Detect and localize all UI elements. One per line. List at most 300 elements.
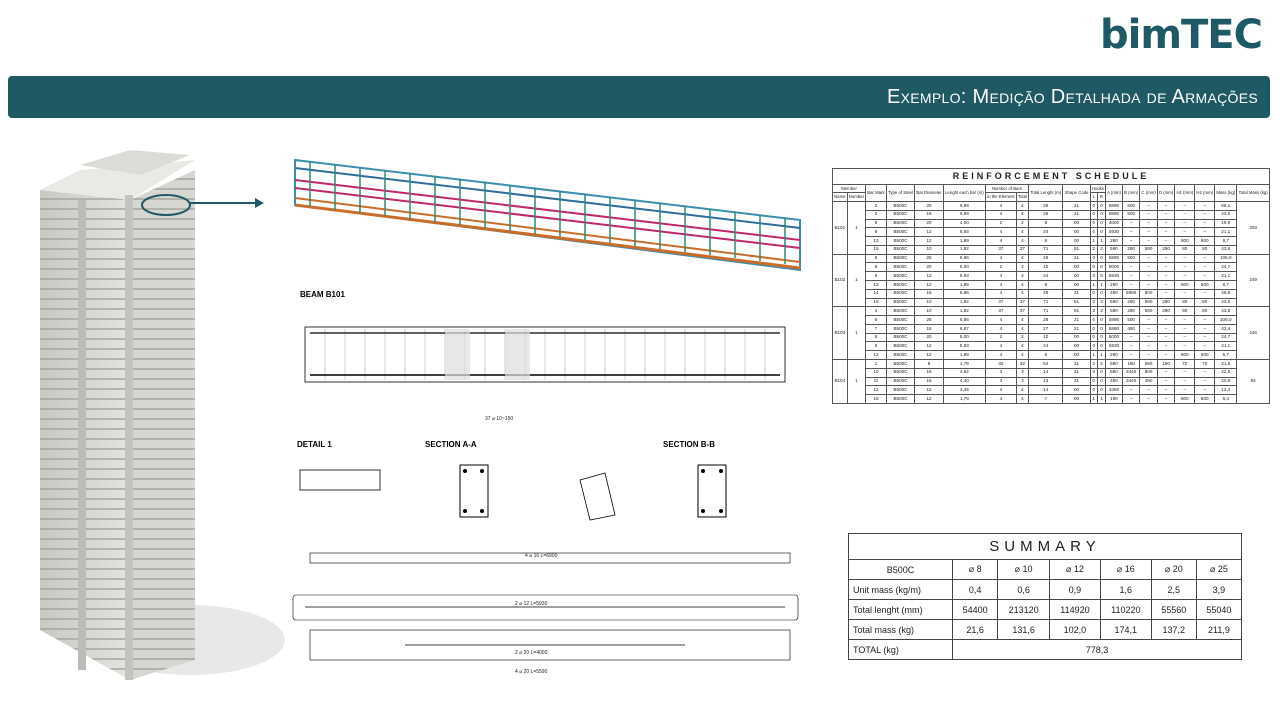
rebar-3d-model (280, 150, 820, 280)
member-total-mass: 249 (1237, 254, 1270, 307)
table-row (833, 281, 1270, 290)
table-cell: – (1195, 289, 1215, 298)
table-cell: 12 (915, 386, 944, 395)
table-cell: 4,00 (943, 219, 985, 228)
table-cell: 0 (1097, 228, 1105, 237)
table-cell: 4 (1016, 289, 1028, 298)
table-row (833, 351, 1270, 360)
hdr-c: C (mm) (1140, 185, 1158, 202)
summary-row-label: Total lenght (mm) (849, 600, 953, 620)
hdr-r: R (1097, 193, 1105, 201)
table-cell: 12 (915, 281, 944, 290)
table-cell: – (1140, 395, 1158, 404)
table-cell: – (1123, 395, 1140, 404)
table-cell: 28 (1029, 316, 1063, 325)
table-cell: 28 (1029, 254, 1063, 263)
table-cell: 0 (1090, 316, 1097, 325)
table-cell: 15 (866, 395, 887, 404)
table-cell: 4 (985, 201, 1016, 210)
table-cell: 6,86 (943, 289, 985, 298)
table-row (833, 395, 1270, 404)
table-cell: 00 (1063, 333, 1090, 342)
table-cell: 2 (1097, 245, 1105, 254)
table-cell: 580 (1105, 368, 1122, 377)
table-cell: 21 (1063, 368, 1090, 377)
table-cell: 5890 (1105, 316, 1122, 325)
table-cell: – (1140, 316, 1158, 325)
table-cell: 21 (1063, 324, 1090, 333)
table-row (833, 360, 1270, 369)
table-cell: – (1140, 237, 1158, 246)
summary-cell: 3,9 (1196, 580, 1241, 600)
table-cell: 0 (1090, 228, 1097, 237)
table-cell: 21 (1063, 254, 1090, 263)
summary-row-label: Total mass (kg) (849, 620, 953, 640)
summary-cell: 2,5 (1151, 580, 1196, 600)
table-cell: 800 (1175, 281, 1195, 290)
table-cell: – (1175, 324, 1195, 333)
hdr-bar-mark: Bar Mark (866, 185, 887, 202)
table-cell: 10 (866, 368, 887, 377)
table-cell: 800 (1195, 395, 1215, 404)
bar-callout-bottom: 4 ⌀ 20 L=5590 (515, 669, 548, 675)
table-cell: 5,00 (943, 263, 985, 272)
table-cell: – (1140, 281, 1158, 290)
table-cell: 32 (985, 360, 1016, 369)
table-cell: – (1140, 219, 1158, 228)
table-cell: 0 (1090, 333, 1097, 342)
table-cell: 4 (985, 395, 1016, 404)
table-cell: 5000 (1105, 263, 1122, 272)
table-cell: 1 (1097, 351, 1105, 360)
table-cell: 13 (866, 237, 887, 246)
table-cell: 0 (1090, 263, 1097, 272)
bar-callout-top: 4 ⌀ 16 L=6900 (525, 553, 558, 559)
summary-cell: 211,9 (1196, 620, 1241, 640)
table-cell: 5,00 (943, 333, 985, 342)
table-cell: 12 (915, 351, 944, 360)
table-cell: – (1123, 263, 1140, 272)
table-cell: 4 (985, 386, 1016, 395)
table-cell: 00 (1063, 228, 1090, 237)
table-cell: B500C (886, 377, 914, 386)
table-cell: B500C (886, 342, 914, 351)
table-cell: – (1157, 395, 1175, 404)
table-cell: – (1123, 333, 1140, 342)
table-cell: 28 (1029, 201, 1063, 210)
table-cell: 5890 (1105, 210, 1122, 219)
table-cell: B500C (886, 245, 914, 254)
table-cell: 4 (985, 228, 1016, 237)
table-cell: – (1175, 342, 1195, 351)
table-cell: 00 (1063, 272, 1090, 281)
table-cell: – (1175, 210, 1195, 219)
table-cell: 43,8 (1215, 307, 1237, 316)
table-cell: 37 (1016, 298, 1028, 307)
table-cell: 00 (1063, 342, 1090, 351)
table-cell: – (1175, 316, 1195, 325)
table-cell: B500C (886, 351, 914, 360)
table-cell: 12 (915, 272, 944, 281)
table-cell: 1,89 (943, 351, 985, 360)
member-name: B101 (833, 201, 848, 254)
table-cell: 4 (1016, 254, 1028, 263)
schedule-title: REINFORCEMENT SCHEDULE (833, 169, 1270, 185)
table-cell: – (1175, 333, 1195, 342)
table-row (833, 368, 1270, 377)
table-cell: 0 (1097, 342, 1105, 351)
table-cell: – (1157, 377, 1175, 386)
table-cell: – (1195, 377, 1215, 386)
table-cell: – (1123, 386, 1140, 395)
table-cell: 21,1 (1215, 272, 1237, 281)
table-cell: 28 (1029, 289, 1063, 298)
table-cell: 2 (1097, 298, 1105, 307)
table-cell: 3440 (1123, 377, 1140, 386)
summary-cell: 174,1 (1100, 620, 1151, 640)
table-row (833, 316, 1270, 325)
hdr-total: Total (1016, 193, 1028, 201)
table-cell: 37 (985, 245, 1016, 254)
table-cell: 19,9 (1215, 219, 1237, 228)
table-cell: – (1175, 368, 1195, 377)
table-cell: 4 (1016, 201, 1028, 210)
hdr-in-element: in the Element (985, 193, 1016, 201)
table-cell: – (1195, 263, 1215, 272)
table-cell: 80 (1175, 307, 1195, 316)
table-cell: 590 (1105, 245, 1122, 254)
table-cell: 80 (1195, 307, 1215, 316)
table-cell: 290 (1123, 298, 1140, 307)
table-cell: 106,0 (1215, 254, 1237, 263)
table-cell: 6,86 (943, 316, 985, 325)
table-cell: 9 (866, 272, 887, 281)
table-cell: 1 (1090, 281, 1097, 290)
table-cell: – (1175, 377, 1195, 386)
table-cell: 2 (1090, 360, 1097, 369)
table-cell: 9 (866, 342, 887, 351)
table-cell: 8 (1029, 281, 1063, 290)
table-cell: – (1195, 228, 1215, 237)
hdr-type: Type of Steel (886, 185, 914, 202)
hdr-b: B (mm) (1123, 185, 1140, 202)
table-cell: 28 (1029, 210, 1063, 219)
table-cell: 27 (1029, 324, 1063, 333)
table-cell: 2 (1016, 263, 1028, 272)
table-cell: – (1157, 237, 1175, 246)
hdr-shape: Shape Code (1063, 185, 1090, 202)
table-cell: 5,93 (943, 228, 985, 237)
table-cell: 3 (985, 377, 1016, 386)
table-cell: 43,4 (1215, 324, 1237, 333)
beam-drawings (285, 285, 805, 685)
table-cell: – (1195, 333, 1215, 342)
table-cell: 1 (1090, 237, 1097, 246)
table-cell: B500C (886, 210, 914, 219)
table-cell: 3 (1016, 368, 1028, 377)
member-number: 1 (847, 360, 866, 404)
table-cell: 1,89 (943, 237, 985, 246)
table-cell: 12 (915, 228, 944, 237)
table-cell: 24,7 (1215, 263, 1237, 272)
table-cell: – (1157, 219, 1175, 228)
summary-diameter: ⌀ 10 (998, 560, 1050, 580)
table-cell: 500 (1123, 316, 1140, 325)
table-cell: – (1123, 272, 1140, 281)
table-cell: – (1140, 210, 1158, 219)
member-name: B102 (833, 254, 848, 307)
summary-total-value: 778,3 (953, 640, 1242, 660)
member-number: 1 (847, 201, 866, 254)
table-cell: 4 (985, 237, 1016, 246)
table-cell: 8 (915, 360, 944, 369)
table-cell: 1,92 (943, 307, 985, 316)
hdr-h2: H2 (mm) (1195, 185, 1215, 202)
table-row (833, 210, 1270, 219)
table-cell: 5890 (1105, 324, 1122, 333)
summary-steel: B500C (849, 560, 953, 580)
table-cell: 4 (985, 210, 1016, 219)
table-cell: – (1195, 316, 1215, 325)
table-cell: – (1195, 272, 1215, 281)
table-cell: 190 (1157, 360, 1175, 369)
table-cell: 0 (1090, 377, 1097, 386)
table-cell: 0 (1090, 324, 1097, 333)
title-banner (8, 76, 1270, 118)
table-cell: 2 (1097, 360, 1105, 369)
table-cell: 4 (1016, 237, 1028, 246)
table-row (833, 219, 1270, 228)
table-cell: 13 (866, 281, 887, 290)
table-cell: 00 (1063, 386, 1090, 395)
table-cell: 37 (985, 298, 1016, 307)
table-cell: – (1157, 228, 1175, 237)
table-cell: – (1157, 368, 1175, 377)
table-cell: 1 (866, 360, 887, 369)
table-cell: 3450 (1105, 386, 1122, 395)
beam-title: BEAM B101 (300, 290, 345, 299)
table-cell: 1 (1090, 395, 1097, 404)
table-cell: 290 (1157, 245, 1175, 254)
table-cell: 5930 (1105, 228, 1122, 237)
table-cell: 24 (1029, 228, 1063, 237)
table-cell: 490 (1140, 377, 1158, 386)
table-cell: 0 (1097, 210, 1105, 219)
table-cell: 7 (1029, 395, 1063, 404)
table-cell: – (1175, 386, 1195, 395)
table-cell: 43,8 (1215, 298, 1237, 307)
hdr-l: L (1090, 193, 1097, 201)
table-cell: 0 (1090, 386, 1097, 395)
table-cell: 4 (1016, 386, 1028, 395)
bar-callout-low: 2 ⌀ 20 L=4000 (515, 650, 548, 656)
building-model-image (20, 140, 300, 710)
table-cell: 20 (915, 333, 944, 342)
table-cell: 70 (1175, 360, 1195, 369)
table-cell: – (1140, 263, 1158, 272)
table-cell: – (1175, 254, 1195, 263)
table-cell: 290 (1105, 281, 1122, 290)
table-cell: 71 (1029, 245, 1063, 254)
table-cell: – (1123, 237, 1140, 246)
table-cell: – (1175, 201, 1195, 210)
stirrups-callout: 37 ⌀ 10~150 (485, 416, 514, 422)
table-cell: 5000 (1105, 333, 1122, 342)
table-cell: 290 (1123, 245, 1140, 254)
summary-total-row (849, 640, 1242, 660)
table-cell: – (1157, 333, 1175, 342)
table-cell: 500 (1123, 254, 1140, 263)
table-cell: 51 (1063, 307, 1090, 316)
table-cell: 800 (1140, 289, 1158, 298)
table-cell: 800 (1195, 351, 1215, 360)
table-cell: – (1123, 219, 1140, 228)
table-cell: 4 (1016, 351, 1028, 360)
table-cell: – (1123, 228, 1140, 237)
summary-cell: 0,9 (1049, 580, 1100, 600)
table-cell: 8 (1029, 219, 1063, 228)
table-cell: 14 (1029, 368, 1063, 377)
table-cell: 2 (866, 201, 887, 210)
table-cell: 0 (1097, 219, 1105, 228)
table-cell: 15 (866, 298, 887, 307)
summary-row-label: Unit mass (kg/m) (849, 580, 953, 600)
table-cell: 20 (915, 201, 944, 210)
table-cell: 1,89 (943, 281, 985, 290)
table-cell: 800 (1195, 281, 1215, 290)
hdr-diameter: Bar Diameter (915, 185, 944, 202)
hdr-number: Number (847, 193, 866, 201)
section-bb-title: SECTION B-B (663, 440, 715, 449)
bar-callout-mid: 2 ⌀ 12 L=5930 (515, 601, 548, 607)
table-cell: 4000 (1105, 219, 1122, 228)
table-cell: 20 (915, 219, 944, 228)
table-cell: 70 (1195, 360, 1215, 369)
table-cell: 5930 (1105, 342, 1122, 351)
table-row (833, 237, 1270, 246)
summary-cell: 131,6 (998, 620, 1050, 640)
table-cell: 2 (1016, 219, 1028, 228)
summary-diameter: ⌀ 16 (1100, 560, 1151, 580)
table-row (833, 324, 1270, 333)
table-cell: 68,1 (1215, 201, 1237, 210)
hdr-number-bars: Number of Bars (985, 185, 1028, 193)
table-cell: – (1157, 342, 1175, 351)
table-cell: 12 (915, 395, 944, 404)
table-cell: – (1175, 272, 1195, 281)
table-cell: 24,7 (1215, 333, 1237, 342)
table-cell: 00 (1063, 395, 1090, 404)
table-cell: 6,86 (943, 254, 985, 263)
table-cell: B500C (886, 228, 914, 237)
table-cell: – (1157, 263, 1175, 272)
table-cell: 2 (985, 333, 1016, 342)
table-cell: 4 (1016, 395, 1028, 404)
table-cell: 00 (1063, 351, 1090, 360)
table-cell: – (1157, 316, 1175, 325)
table-cell: – (1140, 254, 1158, 263)
table-cell: 4 (1016, 324, 1028, 333)
table-cell: 190 (1105, 395, 1122, 404)
summary-cell: 0,4 (953, 580, 998, 600)
table-cell: 24 (1029, 272, 1063, 281)
table-cell: 4,62 (943, 368, 985, 377)
table-cell: 590 (1140, 298, 1158, 307)
table-cell: 16 (915, 289, 944, 298)
table-cell: 4 (985, 324, 1016, 333)
summary-row (849, 580, 1242, 600)
table-cell: 4 (985, 281, 1016, 290)
table-row (833, 272, 1270, 281)
table-cell: 5,93 (943, 342, 985, 351)
table-cell: – (1140, 333, 1158, 342)
table-row (833, 342, 1270, 351)
table-cell: 12 (915, 237, 944, 246)
summary-cell: 137,2 (1151, 620, 1196, 640)
table-cell: – (1123, 281, 1140, 290)
table-cell: 12 (866, 386, 887, 395)
table-cell: 43,5 (1215, 210, 1237, 219)
table-cell: 6,4 (1215, 395, 1237, 404)
table-cell: B500C (886, 360, 914, 369)
detail1-title: DETAIL 1 (297, 440, 332, 449)
table-cell: – (1175, 289, 1195, 298)
member-number: 1 (847, 254, 866, 307)
table-cell: 0 (1097, 254, 1105, 263)
table-cell: 2 (985, 219, 1016, 228)
table-cell: 290 (1157, 307, 1175, 316)
table-cell: 1,79 (943, 360, 985, 369)
table-row (833, 245, 1270, 254)
table-cell: 11 (866, 377, 887, 386)
table-cell: B500C (886, 324, 914, 333)
table-cell: 1,92 (943, 298, 985, 307)
summary-cell: 0,6 (998, 580, 1050, 600)
table-cell: 0 (1090, 272, 1097, 281)
table-cell: 3 (866, 210, 887, 219)
table-cell: 3 (985, 368, 1016, 377)
table-cell: 590 (1105, 360, 1122, 369)
table-cell: 80 (1175, 245, 1195, 254)
table-cell: – (1157, 210, 1175, 219)
table-cell: 4 (985, 351, 1016, 360)
table-cell: 5890 (1105, 201, 1122, 210)
table-cell: 10 (915, 298, 944, 307)
hdr-a: A (mm) (1105, 185, 1122, 202)
table-cell: 0 (1097, 377, 1105, 386)
table-cell: 0 (1097, 368, 1105, 377)
table-cell: 2 (1090, 307, 1097, 316)
table-cell: 5890 (1123, 289, 1140, 298)
table-cell: 37 (1016, 245, 1028, 254)
table-cell: – (1195, 386, 1215, 395)
table-cell: 20,9 (1215, 377, 1237, 386)
table-cell: 290 (1105, 351, 1122, 360)
table-cell: 0 (1090, 210, 1097, 219)
table-cell: 590 (1140, 360, 1158, 369)
table-cell: 8 (1029, 351, 1063, 360)
section-aa-title: SECTION A-A (425, 440, 477, 449)
table-cell: – (1195, 210, 1215, 219)
table-cell: 12 (915, 342, 944, 351)
summary-cell: 55040 (1196, 600, 1241, 620)
summary-total-label: TOTAL (kg) (849, 640, 953, 660)
table-cell: 22,8 (1215, 368, 1237, 377)
table-cell: 5930 (1105, 272, 1122, 281)
table-cell: 14 (866, 289, 887, 298)
summary-cell: 213120 (998, 600, 1050, 620)
summary-cell: 1,6 (1100, 580, 1151, 600)
